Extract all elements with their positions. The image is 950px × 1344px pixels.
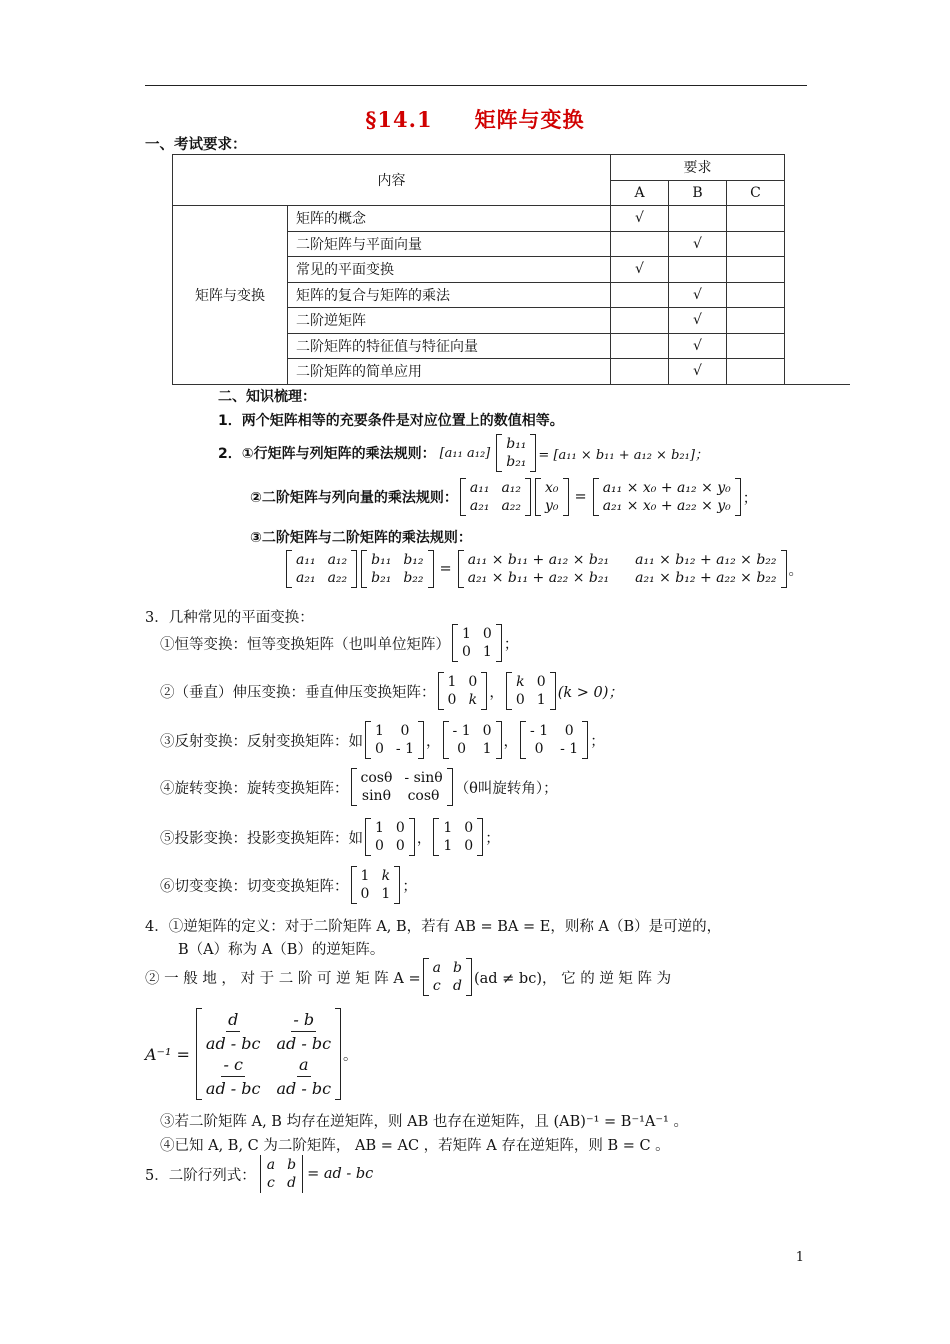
- vector: x₀ y₀: [535, 478, 569, 516]
- check-mark: √: [669, 359, 727, 385]
- point-4d: ④已知 A, B, C 为二阶矩阵， AB = AC ，若矩阵 A 存在逆矩阵，则 B = C 。: [160, 1138, 670, 1154]
- section-heading-1: 一、考试要求：: [145, 136, 247, 153]
- check-mark: √: [669, 282, 727, 308]
- rule-2b: ②二阶矩阵与列向量的乘法规则： a₁₁ a₁₂ a₂₁ a₂₂ x₀ y₀ = a₁₁ × x₀ + a₁₂ × y₀ a₂₁ × x₀ + a₂₂ × y₀ ；: [250, 480, 758, 514]
- point-4b: ② 一 般 地 ， 对 于 二 阶 可 逆 矩 阵 A = a b c d (ad ≠ bc)， 它 的 逆 矩 阵 为: [145, 960, 672, 994]
- row-item: 二阶矩阵与平面向量: [288, 231, 611, 257]
- row-item: 矩阵的复合与矩阵的乘法: [288, 282, 611, 308]
- level-b: B: [669, 180, 727, 206]
- rule-2a: [218, 434, 708, 472]
- table-row: [173, 206, 785, 232]
- row-item: 二阶矩阵的特征值与特征向量: [288, 333, 611, 359]
- inverse-formula: A⁻¹ = $\frac{d}{ad - bc}$ $\frac{- b}{ad - bc}$ $\frac{- c}{ad - bc}$ $\frac{a}{ad - bc}$ 。: [145, 1010, 358, 1098]
- rule-2b-label: ②二阶矩阵与列向量的乘法规则：: [250, 490, 458, 506]
- check-mark: √: [669, 308, 727, 334]
- point-4a: 4．①逆矩阵的定义：对于二阶矩阵 A, B，若有 AB = BA = E，则称 A（B）是可逆的，: [145, 919, 722, 935]
- row-item: 矩阵的概念: [288, 206, 611, 232]
- transform-identity: ①恒等变换：恒等变换矩阵（也叫单位矩阵） 1 0 0 1 ；: [160, 626, 519, 660]
- check-mark: √: [611, 257, 669, 283]
- title-text: 矩阵与变换: [474, 107, 585, 132]
- result-vector: a₁₁ × x₀ + a₁₂ × y₀ a₂₁ × x₀ + a₂₂ × y₀: [593, 478, 741, 516]
- transform-reflection: ③反射变换：反射变换矩阵：如 1 0 0 - 1 ， - 1 0 0 1 ， - 1 0 0 - 1 ；: [160, 723, 605, 757]
- group-label: 矩阵与变换: [173, 206, 288, 385]
- point-3: 3．几种常见的平面变换：: [145, 610, 314, 626]
- product-result: = [a₁₁ × b₁₁ + a₁₂ × b₂₁]；: [538, 447, 708, 463]
- transform-stretch: ②（垂直）伸压变换：垂直伸压变换矩阵： 1 0 0 k ， k 0 0 1 (k > 0)；: [160, 674, 623, 708]
- point-4a-cont: B（A）称为 A（B）的逆矩阵。: [178, 942, 385, 958]
- rule-2a-label: 2．①行矩阵与列矩阵的乘法规则：: [218, 446, 436, 462]
- table-bottom-rule: [172, 384, 850, 385]
- header-content: 内容: [173, 155, 611, 206]
- requirements-table: [172, 154, 785, 385]
- matrix-a: a₁₁ a₁₂ a₂₁ a₂₂: [460, 478, 531, 516]
- section-number: §14.1: [365, 107, 433, 132]
- transform-shear: ⑥切变变换：切变变换矩阵： 1 k 0 1 ；: [160, 868, 417, 902]
- point-5: 5．二阶行列式： a b c d = ad - bc: [145, 1157, 374, 1191]
- check-mark: √: [669, 231, 727, 257]
- page-number: 1: [795, 1250, 804, 1265]
- column-matrix: b₁₁ b₂₁: [496, 434, 536, 472]
- row-item: 常见的平面变换: [288, 257, 611, 283]
- section-heading-2: 二、知识梳理：: [218, 389, 316, 405]
- check-mark: √: [669, 333, 727, 359]
- transform-rotation: ④旋转变换：旋转变换矩阵： cosθ - sinθ sinθ cosθ （θ叫旋转角）；: [160, 770, 558, 804]
- row-item: 二阶逆矩阵: [288, 308, 611, 334]
- product-matrix: a₁₁ × b₁₁ + a₁₂ × b₂₁ a₁₁ × b₁₂ + a₁₂ × b₂₂ a₂₁ × b₁₁ + a₂₂ × b₂₁ a₂₁ × b₁₂ + a₂₂ × b₂₂: [458, 550, 787, 588]
- row-item: 二阶矩阵的简单应用: [288, 359, 611, 385]
- point-4c: ③若二阶矩阵 A, B 均存在逆矩阵，则 AB 也存在逆矩阵，且 (AB)⁻¹ = B⁻¹A⁻¹ 。: [160, 1114, 688, 1130]
- header-requirement: 要求: [611, 155, 785, 181]
- top-rule: [145, 85, 807, 86]
- level-a: A: [611, 180, 669, 206]
- level-c: C: [727, 180, 785, 206]
- rule-1: 1．两个矩阵相等的充要条件是对应位置上的数值相等。: [218, 413, 564, 429]
- page-title: [0, 104, 950, 134]
- check-mark: √: [611, 206, 669, 232]
- transform-projection: ⑤投影变换：投影变换矩阵：如 1 0 0 0 ， 1 0 1 0 ；: [160, 820, 500, 854]
- matrix-b: b₁₁ b₁₂ b₂₁ b₂₂: [361, 550, 433, 588]
- rule-2c-label: ③二阶矩阵与二阶矩阵的乘法规则：: [250, 530, 472, 546]
- matrix-a: a₁₁ a₁₂ a₂₁ a₂₂: [286, 550, 357, 588]
- rule-2c: a₁₁ a₁₂ a₂₁ a₂₂ b₁₁ b₁₂ b₂₁ b₂₂ = a₁₁ × b₁₁ + a₁₂ × b₂₁ a₁₁ × b₁₂ + a₁₂ × b₂₂ a₂₁ × b₁₁ + a₂₂ × b₂₁ a₂₁ × b₁₂ + a₂₂ × b₂₂ 。: [284, 550, 803, 588]
- row-matrix: [a₁₁ a₁₂]: [439, 445, 491, 461]
